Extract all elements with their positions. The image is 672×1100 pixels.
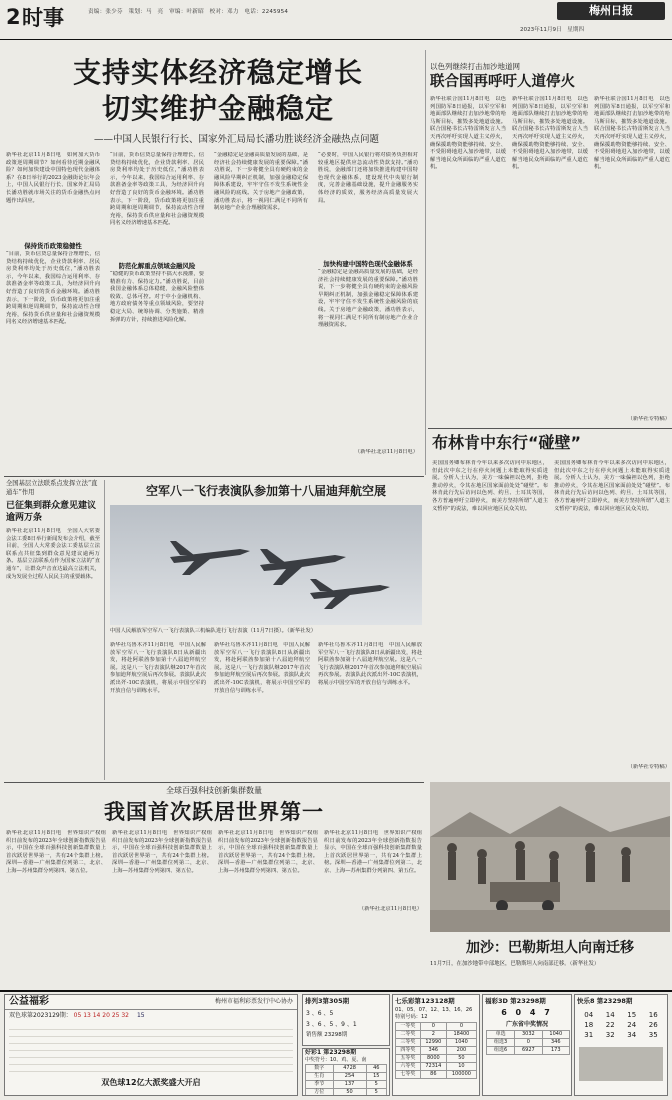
staff-credits: 责编：张少芬 策划：马 亮 审编：叶新昭 校对：邓力 电话：2245954 — [88, 9, 289, 15]
jets-illustration — [110, 505, 422, 625]
haocai-prize-table — [305, 1064, 387, 1096]
dateline: （新华社专特稿） — [627, 416, 670, 422]
table-row — [396, 1071, 477, 1079]
lead-column-3 — [214, 152, 308, 452]
right-headline: 联合国再呼吁人道停火 — [430, 74, 575, 90]
kl8-number: 32 — [605, 1031, 615, 1039]
cell: 1040 — [542, 1031, 569, 1039]
science-kicker: 全球百强科技创新集群数量 — [166, 786, 262, 795]
lead-headline-line1: 支持实体经济稳定增长 — [72, 56, 363, 89]
lead-paragraph: “稳健的货币政策坚持不搞大水漫灌，要精准有力、保持定力。”潘功胜说，目前我国金融体系总体稳健，金融风险整体收敛、总体可控。对于中小金融机构、地方政府债务等重点领域风险，要坚持稳定大局、统筹协调、分类施策、精准拆弹的方针，持续推进风险化解。 — [110, 271, 204, 323]
table-row — [396, 1031, 477, 1039]
cell: 18400 — [446, 1031, 476, 1039]
cell: 单选 — [487, 1031, 515, 1039]
airshow-col1: 新华社乌鲁木齐11月8日电 中国人民解放军空军八一飞行表演队8日从新疆出发，将赴阿联酋参加第十八届迪拜航空展。这是八一飞行表演队继2017年首次参加迪拜航空展后再次参展。表演队此次派出歼-10C表演机，将展示中国空军的开放自信与训练水平。 — [110, 642, 206, 694]
right-story-col3: 新华社联合国11月8日电 以色列国防军8日通报，以军空军和地面部队继续打击加沙地带的哈马斯目标，摧毁多处地道设施。联合国秘书长古特雷斯发言人当天再次呼吁实现人道主义停火，确保援助物资能够持续、安全、不受阻碍地进入加沙地带，以缓解当地民众所面临的严重人道危机。 — [594, 96, 670, 171]
cell: 数字 — [306, 1065, 334, 1073]
column-divider — [104, 480, 105, 780]
pl5-result: 3 、6 、5 、9 、1 — [306, 1021, 357, 1028]
cell: 4728 — [333, 1065, 366, 1073]
cell: 五等奖 — [396, 1055, 421, 1063]
right-kicker: 以色列继续打击加沙地道网 — [430, 62, 520, 71]
lead-paragraph: “金融稳定是金融高质量发展的基础，是经济社会持续健康发展的重要保障。”潘功胜说，下一步将健全具有硬约束的金融风险早期纠正机制，加强金融稳定保障体系建设，牢牢守住不发生系统性金融风险的底线。关于房地产金融政策，潘功胜表示，将一视同仁满足不同所有制房地产企业合理融资需求。 — [214, 152, 308, 212]
table-row — [306, 1073, 387, 1081]
cell: 0 — [446, 1023, 476, 1031]
cell: 三等奖 — [396, 1039, 421, 1047]
qlc-special: 特别号码：12 — [395, 1014, 428, 1020]
pl3-result: 3 、6 、5 — [306, 1010, 334, 1017]
lead-column-2 — [110, 152, 204, 452]
qlc-prize-table — [395, 1022, 477, 1079]
page-number: 2 — [6, 5, 21, 29]
kl8-number: 34 — [627, 1031, 637, 1039]
issue-date: 2023年11月9日 星期四 — [520, 27, 585, 33]
cell: 四等奖 — [396, 1047, 421, 1055]
lead-subhead: 防范化解重点领域金融风险 — [118, 262, 196, 270]
lead-column-1 — [6, 152, 100, 452]
left-headline: 已征集到群众意见建议逾两万条 — [6, 501, 97, 523]
table-row — [396, 1047, 477, 1055]
panel-subtitle: 梅州市福利彩票发行中心协办 — [214, 998, 293, 1005]
qlc-panel — [392, 994, 480, 1096]
section-divider — [4, 476, 424, 477]
cell: 一等奖 — [396, 1023, 421, 1031]
dateline: （新华社北京11月8日电） — [354, 449, 418, 455]
cell: 2 — [420, 1031, 446, 1039]
cell: 86 — [420, 1071, 446, 1079]
cell: 二等奖 — [396, 1031, 421, 1039]
prize-title: 广东省中奖情况 — [505, 1021, 548, 1028]
panel-title: 好彩1 第23298期 — [305, 1049, 357, 1056]
table-row — [306, 1081, 387, 1089]
lead-subhead: 加快构建中国特色现代金融体系 — [323, 260, 413, 268]
left-story-body: 新华社北京11月8日电 全国人大常委会法工委8日举行新闻发布会介绍，截至目前，全国人大常委会法工委基层立法联系点共征集到群众意见建议逾两万条。基层立法联系点作为国家立法的“直通车”，让群众声音直达最高立法机关，成为发展全过程人民民主的重要载体。 — [6, 528, 100, 580]
cell: 1040 — [446, 1039, 476, 1047]
table-row — [487, 1047, 570, 1055]
lead-subheadline: ——中国人民银行行长、国家外汇局局长潘功胜谈经济金融热点问题 — [94, 134, 380, 145]
cell: 10 — [446, 1063, 476, 1071]
lead-headline-line2: 切实维护金融稳定 — [101, 92, 334, 125]
kl8-number: 24 — [627, 1021, 637, 1029]
qlc-numbers: 01、05、07、12、13、16、26 — [395, 1007, 473, 1013]
kl8-number: 16 — [648, 1011, 658, 1019]
fc3d-number: 6 0 4 7 — [501, 1008, 553, 1017]
lead-subhead: 保持货币政策稳健性 — [24, 242, 82, 250]
airshow-caption: 中国人民解放军空军八一飞行表演队三机编队进行飞行表演（11月7日摄）。（新华社发） — [110, 628, 317, 634]
cell: 方位 — [306, 1089, 334, 1097]
blinken-col2: 美国国务卿布林肯今年以来多次访问中东地区，但此次中东之行在停火问题上未能取得实质进展。分析人士认为，美方一味偏袒以色列，拒绝推动停火，令其在地区国家面前处处“碰壁”。布林肯此行先后访问以色列、约旦、土耳其等国，各方普遍呼吁立即停火，而美方坚持所谓“人道主义暂停”的说法，难以回应地区民众关切。 — [554, 460, 670, 512]
cell: 0 — [420, 1023, 446, 1031]
cell: 七等奖 — [396, 1071, 421, 1079]
ad-image — [579, 1047, 663, 1081]
gaza-caption: 11月7日，在加沙地带中部地区，巴勒斯坦人向南部迁移。（新华社发） — [430, 961, 600, 967]
table-row — [396, 1063, 477, 1071]
airshow-col3: 新华社乌鲁木齐11月8日电 中国人民解放军空军八一飞行表演队8日从新疆出发，将赴阿联酋参加第十八届迪拜航空展。这是八一飞行表演队继2017年首次参加迪拜航空展后再次参展。表演队此次派出歼-10C表演机，将展示中国空军的开放自信与训练水平。 — [318, 642, 422, 686]
cell: 254 — [333, 1073, 366, 1081]
lead-paragraph: “目前，货币信贷总量保持合理增长，信贷结构持续优化，企业贷款利率、居民房贷利率均处于历史低位，”潘功胜表示，今年以来，我国综合运用利率、存款准备金率等政策工具，为经济回升向好营造了良好的货币金融环境。潘功胜表示，下一阶段，货币政策将更加注重跨周期和逆周期调节，保持流动性合理充裕，保持货币供应量和社会融资规模同名义经济增速基本匹配。 — [6, 251, 100, 326]
table-row — [396, 1039, 477, 1047]
science-col1: 新华社北京11月8日电 世界知识产权组织日前发布的2023年全球创新指数报告显示，中国在全球百强科技创新集群数量上首次跃居世界第一，共有24个集群上榜。深圳—香港—广州集群位列第二，北京、上海—苏州集群分列第四、第五位。 — [6, 830, 106, 874]
kl8-number: 14 — [605, 1011, 615, 1019]
left-kicker: 全国基层立法联系点发挥立法“直通车”作用 — [6, 480, 98, 496]
airshow-col2: 新华社乌鲁木齐11月8日电 中国人民解放军空军八一飞行表演队8日从新疆出发，将赴阿联酋参加第十八届迪拜航空展。这是八一飞行表演队继2017年首次参加迪拜航空展后再次参展。表演队此次派出歼-10C表演机，将展示中国空军的开放自信与训练水平。 — [214, 642, 310, 694]
sales-amount: 销售额 23298期 — [306, 1032, 348, 1038]
lead-paragraph: “金融稳定是金融高质量发展的基础，是经济社会持续健康发展的重要保障。”潘功胜说，下一步将健全具有硬约束的金融风险早期纠正机制，加强金融稳定保障体系建设，牢牢守住不发生系统性金融风险的底线。关于房地产金融政策，潘功胜表示，将一视同仁满足不同所有制房地产企业合理融资需求。 — [318, 269, 418, 329]
cell: 季节 — [306, 1081, 334, 1089]
lead-paragraph: “必要时，中国人民银行将对债务负担相对较重地区提供应急流动性贷款支持。”潘功胜说，金融部门还将加快推进构建中国特色现代金融体系，建设现代中央银行制度，完善金融基础设施，提升金融服务实体经济的质效，服务经济高质量发展大局。 — [318, 152, 418, 204]
section-divider — [0, 990, 672, 992]
prize-table-placeholder — [9, 1023, 293, 1075]
cell: 72314 — [420, 1063, 446, 1071]
cell: 六等奖 — [396, 1063, 421, 1071]
pl3-panel — [302, 994, 390, 1046]
cell: 5 — [366, 1081, 386, 1089]
panel-title: 七乐彩第123128期 — [395, 997, 455, 1005]
kl8-number: 22 — [605, 1021, 615, 1029]
cell: 200 — [446, 1047, 476, 1055]
airshow-photo — [110, 505, 422, 625]
masthead-logo: 梅州日报 — [557, 2, 665, 20]
cell: 组选3 — [487, 1039, 515, 1047]
cell: 8000 — [420, 1055, 446, 1063]
cell: 173 — [542, 1047, 569, 1055]
right-story-col2: 新华社联合国11月8日电 以色列国防军8日通报，以军空军和地面部队继续打击加沙地带的哈马斯目标，摧毁多处地道设施。联合国秘书长古特雷斯发言人当天再次呼吁实现人道主义停火，确保援助物资能够持续、安全、不受阻碍地进入加沙地带，以缓解当地民众所面临的严重人道危机。 — [512, 96, 588, 171]
science-headline: 我国首次跃居世界第一 — [104, 800, 324, 824]
panel-title: 福彩3D 第23298期 — [485, 997, 546, 1005]
page-header — [0, 0, 672, 40]
cell: 137 — [333, 1081, 366, 1089]
science-col2: 新华社北京11月8日电 世界知识产权组织日前发布的2023年全球创新指数报告显示，中国在全球百强科技创新集群数量上首次跃居世界第一，共有24个集群上榜。深圳—香港—广州集群位列第二，北京、上海—苏州集群分列第四、第五位。 — [112, 830, 212, 874]
kl8-number: 35 — [648, 1031, 658, 1039]
table-row — [306, 1089, 387, 1097]
table-row — [306, 1065, 387, 1073]
cell: 46 — [366, 1065, 386, 1073]
issue-number: 双色球第2023129期 — [9, 1012, 66, 1019]
fc3d-prize-table — [486, 1030, 570, 1055]
cell: 12990 — [420, 1039, 446, 1047]
kl8-number-grid — [575, 1007, 667, 1043]
kl8-number: 31 — [584, 1031, 594, 1039]
blinken-headline: 布林肯中东行“碰壁” — [432, 433, 582, 452]
cell: 组选6 — [487, 1047, 515, 1055]
right-story-col1: 新华社联合国11月8日电 以色列国防军8日通报，以军空军和地面部队继续打击加沙地带的哈马斯目标，摧毁多处地道设施。联合国秘书长古特雷斯发言人当天再次呼吁实现人道主义停火，确保援助物资能够持续、安全、不受阻碍地进入加沙地带，以缓解当地民众所面临的严重人道危机。 — [430, 96, 506, 171]
cell: 50 — [333, 1089, 366, 1097]
gaza-headline: 加沙：巴勒斯坦人向南迁移 — [466, 940, 634, 956]
red-balls: 05 13 14 20 25 32 — [73, 1012, 130, 1019]
panel-title: 排列3第305期 — [305, 997, 350, 1005]
cell: 0 — [515, 1039, 542, 1047]
fc3d-panel — [482, 994, 572, 1096]
section-divider — [428, 428, 672, 429]
kl8-number: 26 — [648, 1021, 658, 1029]
welfare-lottery-panel: 公益福彩 梅州市福利彩票发行中心协办 双色球第2023129期： 05 13 14 20 25 32 15 双色球12亿大派奖盛大开启 — [4, 994, 298, 1096]
column-divider — [425, 50, 426, 475]
cell: 100000 — [446, 1071, 476, 1079]
science-col3: 新华社北京11月8日电 世界知识产权组织日前发布的2023年全球创新指数报告显示，中国在全球百强科技创新集群数量上首次跃居世界第一，共有24个集群上榜。深圳—香港—广州集群位列第二，北京、上海—苏州集群分列第四、第五位。 — [218, 830, 318, 874]
blinken-col1: 美国国务卿布林肯今年以来多次访问中东地区，但此次中东之行在停火问题上未能取得实质进展。分析人士认为，美方一味偏袒以色列，拒绝推动停火，令其在地区国家面前处处“碰壁”。布林肯此行先后访问以色列、约旦、土耳其等国，各方普遍呼吁立即停火，而美方坚持所谓“人道主义暂停”的说法，难以回应地区民众关切。 — [432, 460, 548, 512]
crowd-illustration — [430, 782, 670, 932]
cell: 15 — [366, 1073, 386, 1081]
kl8-panel — [574, 994, 668, 1096]
panel-footer: 双色球12亿大派奖盛大开启 — [101, 1078, 201, 1087]
table-row — [396, 1023, 477, 1031]
panel-title: 快乐8 第23298期 — [577, 997, 633, 1005]
table-row — [487, 1039, 570, 1047]
haocai-zodiac: 中奖符号：10、鸡、夏、南 — [305, 1057, 367, 1063]
kl8-number: 15 — [627, 1011, 637, 1019]
kl8-number: 18 — [584, 1021, 594, 1029]
cell: 50 — [446, 1055, 476, 1063]
cell: 346 — [542, 1039, 569, 1047]
section-divider — [4, 782, 424, 783]
lead-paragraph: “目前，货币信贷总量保持合理增长，信贷结构持续优化，企业贷款利率、居民房贷利率均处于历史低位，”潘功胜表示，今年以来，我国综合运用利率、存款准备金率等政策工具，为经济回升向好营造了良好的货币金融环境。潘功胜表示，下一阶段，货币政策将更加注重跨周期和逆周期调节，保持流动性合理充裕，保持货币供应量和社会融资规模同名义经济增速基本匹配。 — [110, 152, 204, 227]
dateline: （新华社北京11月8日电） — [358, 906, 422, 912]
section-title: 时事 — [22, 6, 64, 30]
panel-title: 公益福彩 — [9, 996, 49, 1007]
cell: 5 — [366, 1089, 386, 1097]
cell: 生肖 — [306, 1073, 334, 1081]
haocai1-panel — [302, 1048, 390, 1096]
blue-ball: 15 — [136, 1012, 145, 1019]
cell: 6927 — [515, 1047, 542, 1055]
cell: 3032 — [515, 1031, 542, 1039]
kl8-number: 04 — [584, 1011, 594, 1019]
table-row — [487, 1031, 570, 1039]
lead-paragraph: 新华社北京11月8日电 如何加大货币政策逆周期调节？如何看待近期金融风险？如何加快建设中国特色现代金融体系？在8日举行的2023金融街论坛年会上，中国人民银行行长、国家外汇局局长潘功胜就市场关注的货币金融热点问题作出回应。 — [6, 152, 100, 204]
science-col4: 新华社北京11月8日电 世界知识产权组织日前发布的2023年全球创新指数报告显示，中国在全球百强科技创新集群数量上首次跃居世界第一，共有24个集群上榜。深圳—香港—广州集群位列第二，北京、上海—苏州集群分列第四、第五位。 — [324, 830, 422, 874]
airshow-headline: 空军八一飞行表演队参加第十八届迪拜航空展 — [145, 484, 386, 498]
table-row — [396, 1055, 477, 1063]
gaza-photo — [430, 782, 670, 932]
dateline: （新华社专特稿） — [627, 764, 670, 770]
cell: 346 — [420, 1047, 446, 1055]
lead-column-4 — [318, 152, 418, 470]
